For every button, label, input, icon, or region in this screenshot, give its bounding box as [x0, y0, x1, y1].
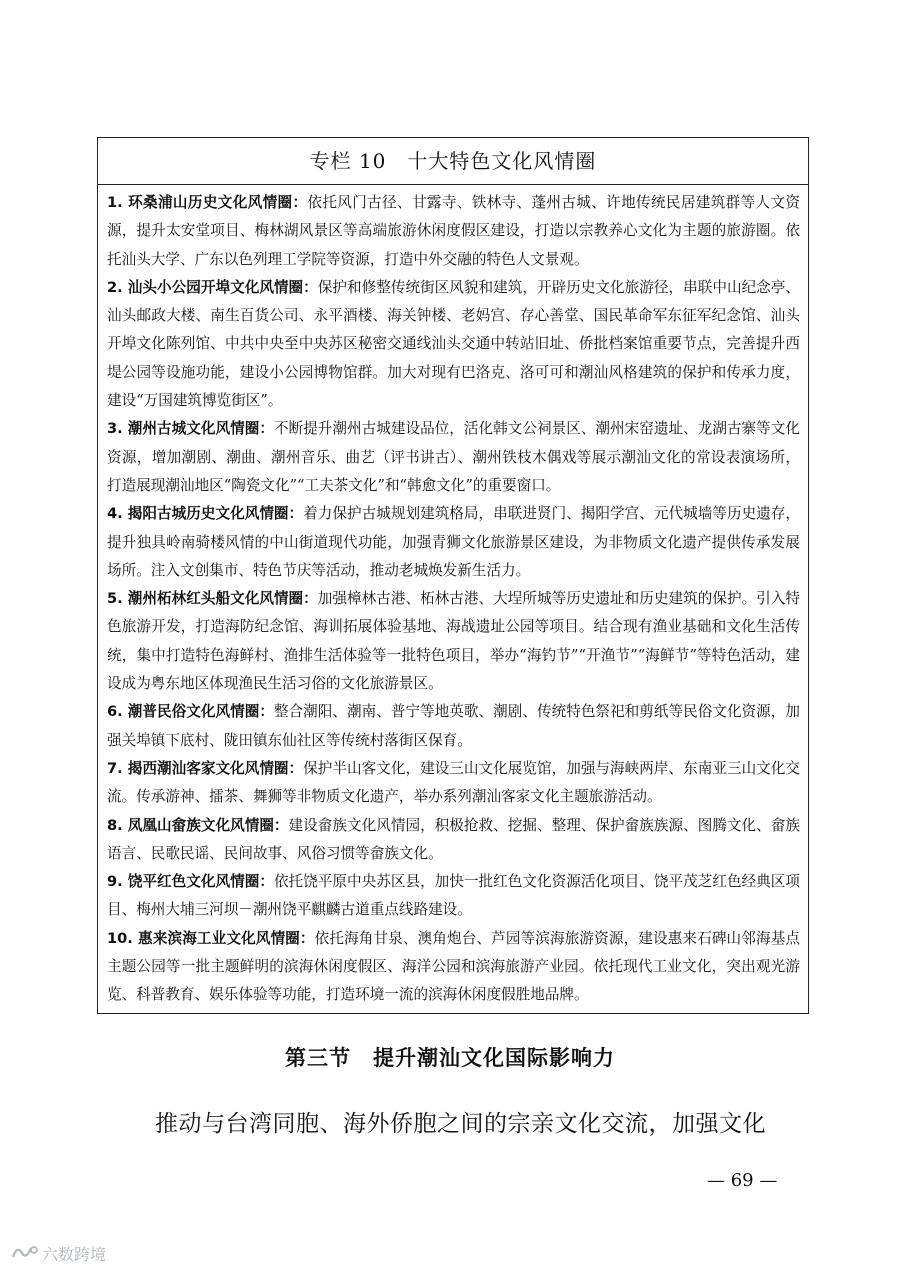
item-lead: 1. 环桑浦山历史文化风情圈：	[107, 194, 308, 211]
watermark-logo-icon	[10, 1243, 38, 1263]
item-text: 依托饶平原中央苏区县，加快一批红色文化资源活化项目、饶平茂芝红色经典区项目、梅州大埔三河坝－潮州饶平麒麟古道重点线路建设。	[107, 873, 800, 919]
item-lead: 6. 潮普民俗文化风情圈：	[107, 703, 274, 721]
item-text: 保护半山客文化，建设三山文化展览馆，加强与海峡两岸、东南亚三山文化交流。传承游神、擂茶、舞狮等非物质文化遗产，举办系列潮汕客家文化主题旅游活动。	[107, 759, 801, 806]
item-lead: 3. 潮州古城文化风情圈：	[107, 420, 274, 438]
list-item	[107, 812, 800, 869]
feature-column-box	[97, 137, 809, 1014]
watermark-text: 六数跨境	[42, 1244, 107, 1264]
item-text: 整合潮阳、潮南、普宁等地英歌、潮剧、传统特色祭祀和剪纸等民俗文化资源，加强关埠镇下底村、陇田镇东仙社区等传统村落街区保育。	[107, 703, 800, 749]
item-lead: 8. 凤凰山畲族文化风情圈：	[107, 816, 289, 834]
page-number: — 69 —	[707, 1170, 778, 1191]
item-text: 着力保护古城规划建筑格局，串联进贤门、揭阳学宫、元代城墙等历史遗存，提升独具岭南骑楼风情的中山街道现代功能，加强青狮文化旅游景区建设，为非物质文化遗产提供传承发展场所。注入文创集市、特色节庆等活动，推动老城焕发新生活力。	[107, 505, 801, 579]
item-text: 加强樟林古港、柘林古港、大埕所城等历史遗址和历史建筑的保护。引入特色旅游开发，打造海防纪念馆、海训拓展体验基地、海战遗址公园等项目。结合现有渔业基础和文化生活传统，集中打造特色海鲜村、渔排生活体验等一批特色项目，举办“海钓节”“开渔节”“海鲜节”等特色活动，建设成为粤东地区体现渔民生活习俗的文化旅游景区。	[107, 590, 800, 693]
item-text: 依托风门古径、甘露寺、铁林寺、蓬州古城、许地传统民居建筑群等人文资源，提升太安堂项目、梅林湖风景区等高端旅游休闲度假区建设，打造以宗教养心文化为主题的旅游圈。依托汕头大学、广东以色列理工学院等资源，打造中外交融的特色人文景观。	[107, 194, 800, 268]
list-item	[107, 274, 800, 415]
list-item	[107, 698, 800, 755]
item-lead: 4. 揭阳古城历史文化风情圈：	[107, 505, 304, 523]
item-text: 依托海角甘泉、澳角炮台、芦园等滨海旅游资源，建设惠来石碑山邻海基点主题公园等一批主题鲜明的滨海休闲度假区、海洋公园和滨海旅游产业园。依托现代工业文化，突出观光游览、科普教育、娱乐体验等功能，打造环境一流的滨海休闲度假胜地品牌。	[107, 929, 800, 1004]
item-text: 建设畲族文化风情园，积极抢救、挖掘、整理、保护畲族族源、图腾文化、畲族语言、民歌民谣、民间故事、风俗习惯等畲族文化。	[107, 816, 800, 862]
item-list	[98, 185, 808, 1013]
item-lead: 5. 潮州柘林红头船文化风情圈：	[107, 590, 318, 608]
watermark	[10, 1241, 106, 1265]
item-lead: 7. 揭西潮汕客家文化风情圈：	[107, 759, 304, 777]
list-item	[107, 500, 800, 585]
list-item	[107, 755, 800, 812]
list-item	[107, 415, 800, 500]
body-paragraph: 推动与台湾同胞、海外侨胞之间的宗亲文化交流，加强文化	[155, 1111, 766, 1137]
item-lead: 10. 惠来滨海工业文化风情圈：	[107, 929, 315, 947]
list-item	[107, 585, 800, 698]
item-text: 保护和修整传统街区风貌和建筑，开辟历史文化旅游径，串联中山纪念亭、汕头邮政大楼、南生百货公司、永平酒楼、海关钟楼、老妈宫、存心善堂、国民革命军东征军纪念馆、汕头开埠文化陈列馆、中共中央至中央苏区秘密交通线汕头交通中转站旧址、侨批档案馆重要节点，完善提升西堤公园等设施功能，建设小公园博物馆群。加大对现有巴洛克、洛可可和潮汕风格建筑的保护和传承力度，建设“万国建筑博览街区”。	[107, 278, 800, 410]
box-title: 专栏 10 十大特色文化风情圈	[98, 138, 808, 185]
item-lead: 9. 饶平红色文化风情圈：	[107, 873, 274, 891]
section-title: 第三节 提升潮汕文化国际影响力	[285, 1046, 615, 1070]
item-lead: 2. 汕头小公园开埠文化风情圈：	[107, 278, 318, 296]
list-item	[107, 868, 800, 925]
list-item	[107, 189, 800, 274]
list-item	[107, 925, 800, 1010]
item-text: 不断提升潮州古城建设品位，活化韩文公祠景区、潮州宋窑遗址、龙湖古寨等文化资源，增加潮剧、潮曲、潮州音乐、曲艺（评书讲古）、潮州铁枝木偶戏等展示潮汕文化的常设表演场所，打造展现潮汕地区“陶瓷文化”“工夫茶文化”和“韩愈文化”的重要窗口。	[107, 420, 800, 494]
